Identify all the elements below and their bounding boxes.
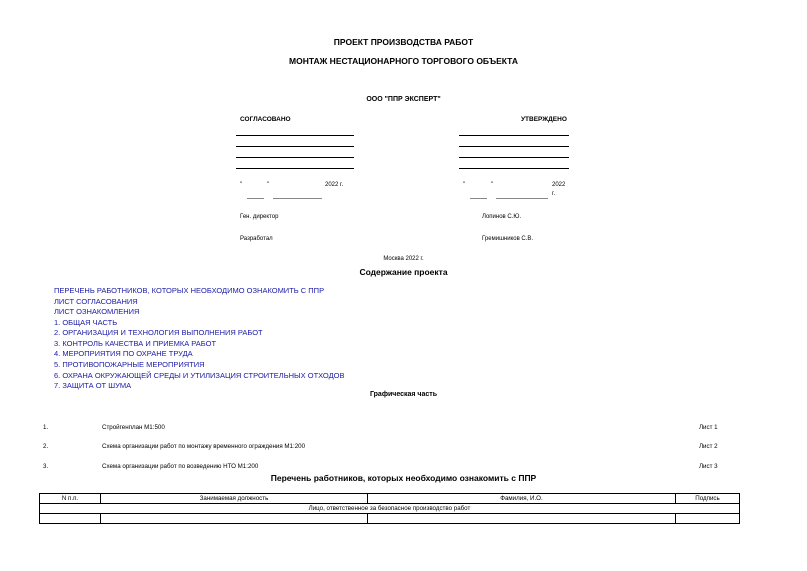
approved-line-2: [459, 146, 569, 147]
toc-link-workers-list[interactable]: ПЕРЕЧЕНЬ РАБОТНИКОВ, КОТОРЫХ НЕОБХОДИМО ОЗНАКОМИТЬ С ППР: [54, 286, 325, 295]
toc-link-environment[interactable]: 6. ОХРАНА ОКРУЖАЮЩЕЙ СРЕДЫ И УТИЛИЗАЦИЯ СТРОИТЕЛЬНЫХ ОТХОДОВ: [54, 371, 345, 380]
approved-day-line: [470, 198, 487, 199]
toc-link-acquaintance-sheet[interactable]: ЛИСТ ОЗНАКОМЛЕНИЯ: [54, 307, 140, 316]
col-header-name: Фамилия, И.О.: [368, 494, 676, 504]
toc-link-organization[interactable]: 2. ОРГАНИЗАЦИЯ И ТЕХНОЛОГИЯ ВЫПОЛНЕНИЯ РАБОТ: [54, 328, 263, 337]
approved-line-1: [459, 135, 569, 136]
workers-heading: Перечень работников, которых необходимо ознакомить с ППР: [270, 473, 537, 483]
agreed-label: СОГЛАСОВАНО: [240, 116, 291, 123]
toc-link-approval-sheet[interactable]: ЛИСТ СОГЛАСОВАНИЯ: [54, 297, 138, 306]
agreed-day-line: [247, 198, 264, 199]
col-header-position: Занимаемая должность: [101, 494, 368, 504]
responsible-person-row: Лицо, ответственное за безопасное производство работ: [40, 504, 740, 514]
approved-date-year: 2022: [552, 182, 566, 188]
agreed-date-quote-open: ": [240, 182, 243, 188]
toc-link-fire-safety[interactable]: 5. ПРОТИВОПОЖАРНЫЕ МЕРОПРИЯТИЯ: [54, 360, 205, 369]
agreed-line-3: [236, 157, 354, 158]
empty-cell: [40, 514, 101, 524]
graphic-row-3-sheet: Лист 3: [699, 463, 718, 470]
developer-name: Гремишников С.В.: [482, 236, 534, 242]
toc-link-quality-control[interactable]: 3. КОНТРОЛЬ КАЧЕСТВА И ПРИЕМКА РАБОТ: [54, 339, 217, 348]
agreed-line-1: [236, 135, 354, 136]
graphic-row-2-name: Схема организации работ по монтажу временного ограждения М1:200: [102, 443, 306, 450]
toc-link-labor-safety[interactable]: 4. МЕРОПРИЯТИЯ ПО ОХРАНЕ ТРУДА: [54, 349, 193, 358]
table-row: [40, 514, 740, 524]
toc-link-general-part[interactable]: 1. ОБЩАЯ ЧАСТЬ: [54, 318, 118, 327]
graphic-row-3-name: Схема организации работ по возведению НТО М1:200: [102, 463, 259, 470]
graphic-part-heading: Графическая часть: [369, 391, 438, 398]
approved-date-quote-close: ": [491, 182, 494, 188]
approved-line-4: [459, 168, 569, 169]
document-title: ПРОЕКТ ПРОИЗВОДСТВА РАБОТ: [333, 37, 474, 47]
approved-label: УТВЕРЖДЕНО: [521, 116, 567, 123]
col-header-sign: Подпись: [676, 494, 740, 504]
agreed-line-4: [236, 168, 354, 169]
developer-role: Разработал: [240, 236, 273, 242]
agreed-line-2: [236, 146, 354, 147]
graphic-row-3-num: 3.: [43, 463, 49, 470]
approved-line-3: [459, 157, 569, 158]
director-name: Лопинов С.Ю.: [482, 214, 522, 220]
approved-date-year-suffix: г.: [552, 191, 556, 197]
toc-link-noise-protection[interactable]: 7. ЗАЩИТА ОТ ШУМА: [54, 381, 132, 390]
graphic-row-1-name: Стройгенплан М1:500: [102, 424, 165, 431]
empty-cell: [676, 514, 740, 524]
approved-date-quote-open: ": [463, 182, 466, 188]
col-header-num: N п.п.: [40, 494, 101, 504]
city-year: Москва 2022 г.: [383, 256, 424, 262]
graphic-row-2-num: 2.: [43, 443, 49, 450]
table-header-row: [40, 494, 740, 504]
table-row: [40, 504, 740, 514]
graphic-row-1-sheet: Лист 1: [699, 424, 718, 431]
empty-cell: [101, 514, 368, 524]
workers-table: [39, 493, 740, 524]
empty-cell: [368, 514, 676, 524]
agreed-month-line: [273, 198, 322, 199]
agreed-date-quote-close: ": [267, 182, 270, 188]
project-subtitle: МОНТАЖ НЕСТАЦИОНАРНОГО ТОРГОВОГО ОБЪЕКТА: [289, 56, 518, 66]
agreed-date-year: 2022 г.: [325, 182, 344, 188]
company-name: ООО "ППР ЭКСПЕРТ": [366, 96, 441, 103]
director-role: Ген. директор: [240, 214, 279, 220]
graphic-row-2-sheet: Лист 2: [699, 443, 718, 450]
approved-month-line: [496, 198, 548, 199]
contents-heading: Содержание проекта: [359, 267, 448, 277]
graphic-row-1-num: 1.: [43, 424, 49, 431]
